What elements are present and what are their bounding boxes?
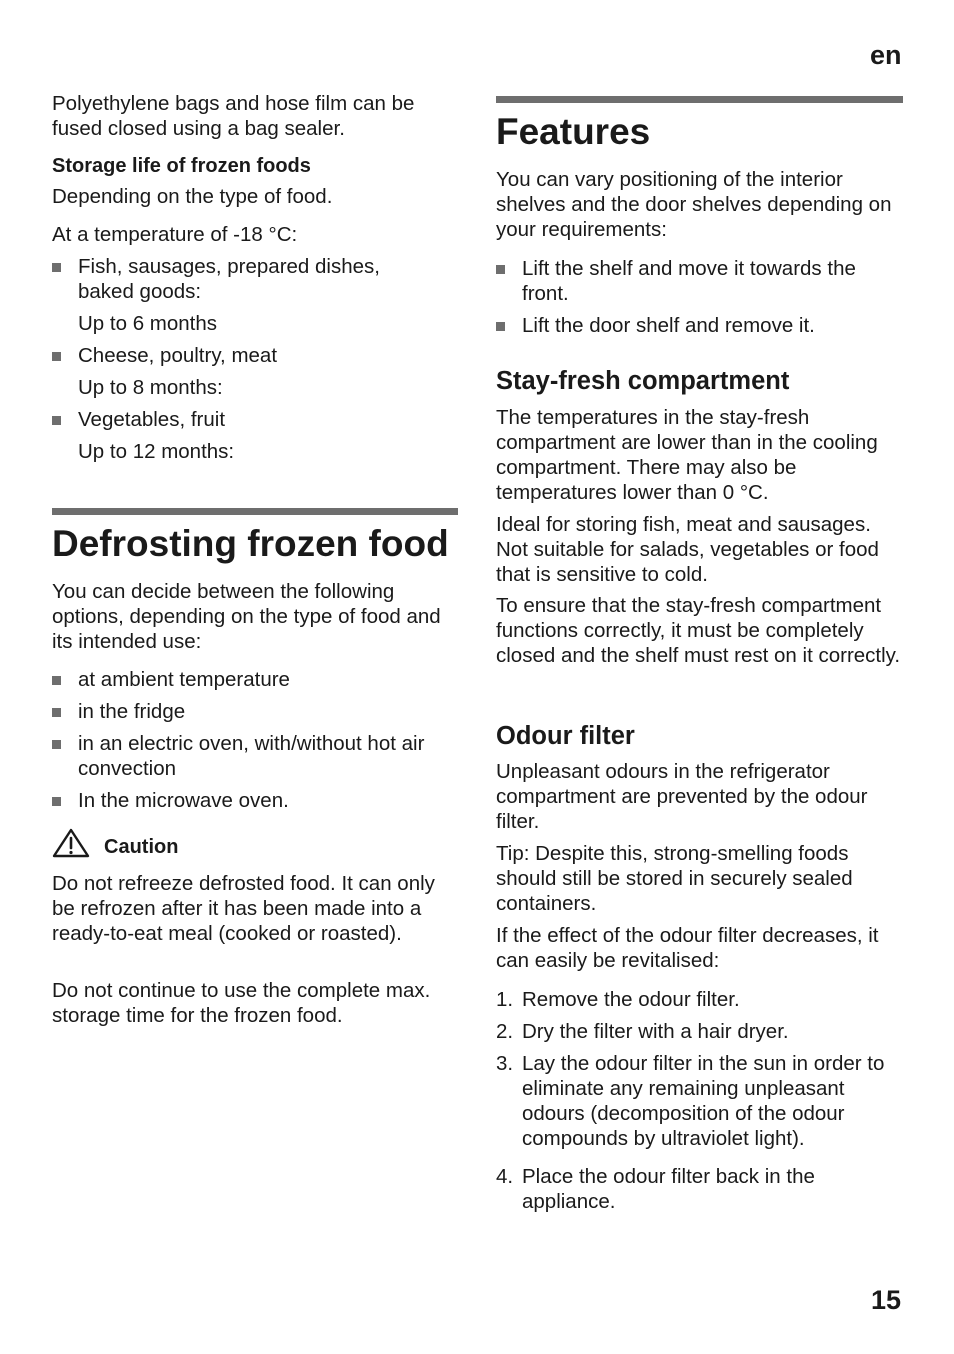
odour-step-2: 2. Dry the filter with a hair dryer. — [496, 1020, 789, 1043]
section-rule — [496, 96, 903, 103]
defrost-heading: Defrosting frozen food — [52, 523, 449, 564]
section-rule — [52, 508, 458, 515]
stay-fresh-paragraph-1: The temperatures in the stay-fresh compartment are lower than in the cooling compartment. There may also be temperatures lower than 0 °C. — [496, 406, 878, 504]
storage-item-2 — [52, 343, 277, 368]
caution-label: Caution — [104, 836, 179, 858]
storage-item-value: Up to 6 months — [78, 312, 218, 335]
storage-item-value: Up to 12 months: — [78, 440, 235, 463]
features-item-1: Lift the shelf and move it towards the front. — [496, 256, 906, 306]
odour-filter-heading: Odour filter — [496, 722, 635, 750]
odour-paragraph-3: If the effect of the odour filter decreases, it can easily be revitalised: — [496, 924, 879, 972]
defrost-intro: You can decide between the following options, depending on the type of food and its intended use: — [52, 580, 441, 653]
stay-fresh-paragraph-3: To ensure that the stay-fresh compartment functions correctly, it must be completely closed and the shelf must rest on it correctly. — [496, 594, 901, 667]
bullet-icon — [496, 322, 505, 331]
page-number: 15 — [871, 1285, 902, 1315]
odour-paragraph-2: Tip: Despite this, strong-smelling foods should still be stored in securely sealed containers. — [496, 842, 853, 915]
language-label: en — [870, 40, 902, 70]
caution-paragraph-2: Do not continue to use the complete max. storage time for the frozen food. — [52, 979, 431, 1027]
storage-life-text: Depending on the type of food. — [52, 185, 333, 208]
bullet-icon — [496, 265, 505, 274]
bullet-icon — [52, 708, 61, 717]
defrost-item-4: In the microwave oven. — [52, 788, 289, 813]
bullet-icon — [52, 416, 61, 425]
storage-item-label: Fish, sausages, prepared dishes, baked goods: — [78, 255, 380, 303]
odour-step-4: 4. Place the odour filter back in the appliance. — [496, 1165, 815, 1213]
storage-item-label: Cheese, poultry, meat — [78, 344, 278, 367]
stay-fresh-heading: Stay-fresh compartment — [496, 367, 790, 395]
features-heading: Features — [496, 111, 651, 152]
storage-item-value: Up to 8 months: — [78, 376, 223, 399]
storage-life-subheading: Storage life of frozen foods — [52, 155, 311, 177]
bullet-icon — [52, 676, 61, 685]
defrost-item-2: in the fridge — [52, 699, 185, 724]
defrost-item-3: in an electric oven, with/without hot air convection — [52, 731, 462, 781]
defrost-item-1: at ambient temperature — [52, 667, 290, 692]
warning-triangle-icon — [52, 828, 90, 858]
odour-step-3: 3. Lay the odour filter in the sun in order to eliminate any remaining unpleasant odours (decomposition of the odour compounds by ultraviolet light). — [496, 1052, 885, 1150]
bullet-icon — [52, 352, 61, 361]
odour-paragraph-1: Unpleasant odours in the refrigerator compartment are prevented by the odour filter. — [496, 760, 868, 833]
storage-item-1 — [52, 254, 438, 304]
temperature-text: At a temperature of -18 °C: — [52, 223, 298, 246]
intro-paragraph: Polyethylene bags and hose film can be fused closed using a bag sealer. — [52, 92, 415, 140]
odour-step-1: 1. Remove the odour filter. — [496, 988, 740, 1011]
bullet-icon — [52, 740, 61, 749]
stay-fresh-paragraph-2: Ideal for storing fish, meat and sausages. Not suitable for salads, vegetables or food that is sensitive to cold. — [496, 513, 879, 586]
features-intro: You can vary positioning of the interior shelves and the door shelves depending on your requirements: — [496, 168, 892, 241]
storage-item-label: Vegetables, fruit — [78, 408, 226, 431]
storage-item-3 — [52, 407, 225, 432]
caution-paragraph-1: Do not refreeze defrosted food. It can only be refrozen after it has been made into a ready-to-eat meal (cooked or roasted). — [52, 872, 435, 945]
bullet-icon — [52, 263, 61, 272]
features-item-2: Lift the door shelf and remove it. — [496, 313, 815, 338]
bullet-icon — [52, 797, 61, 806]
